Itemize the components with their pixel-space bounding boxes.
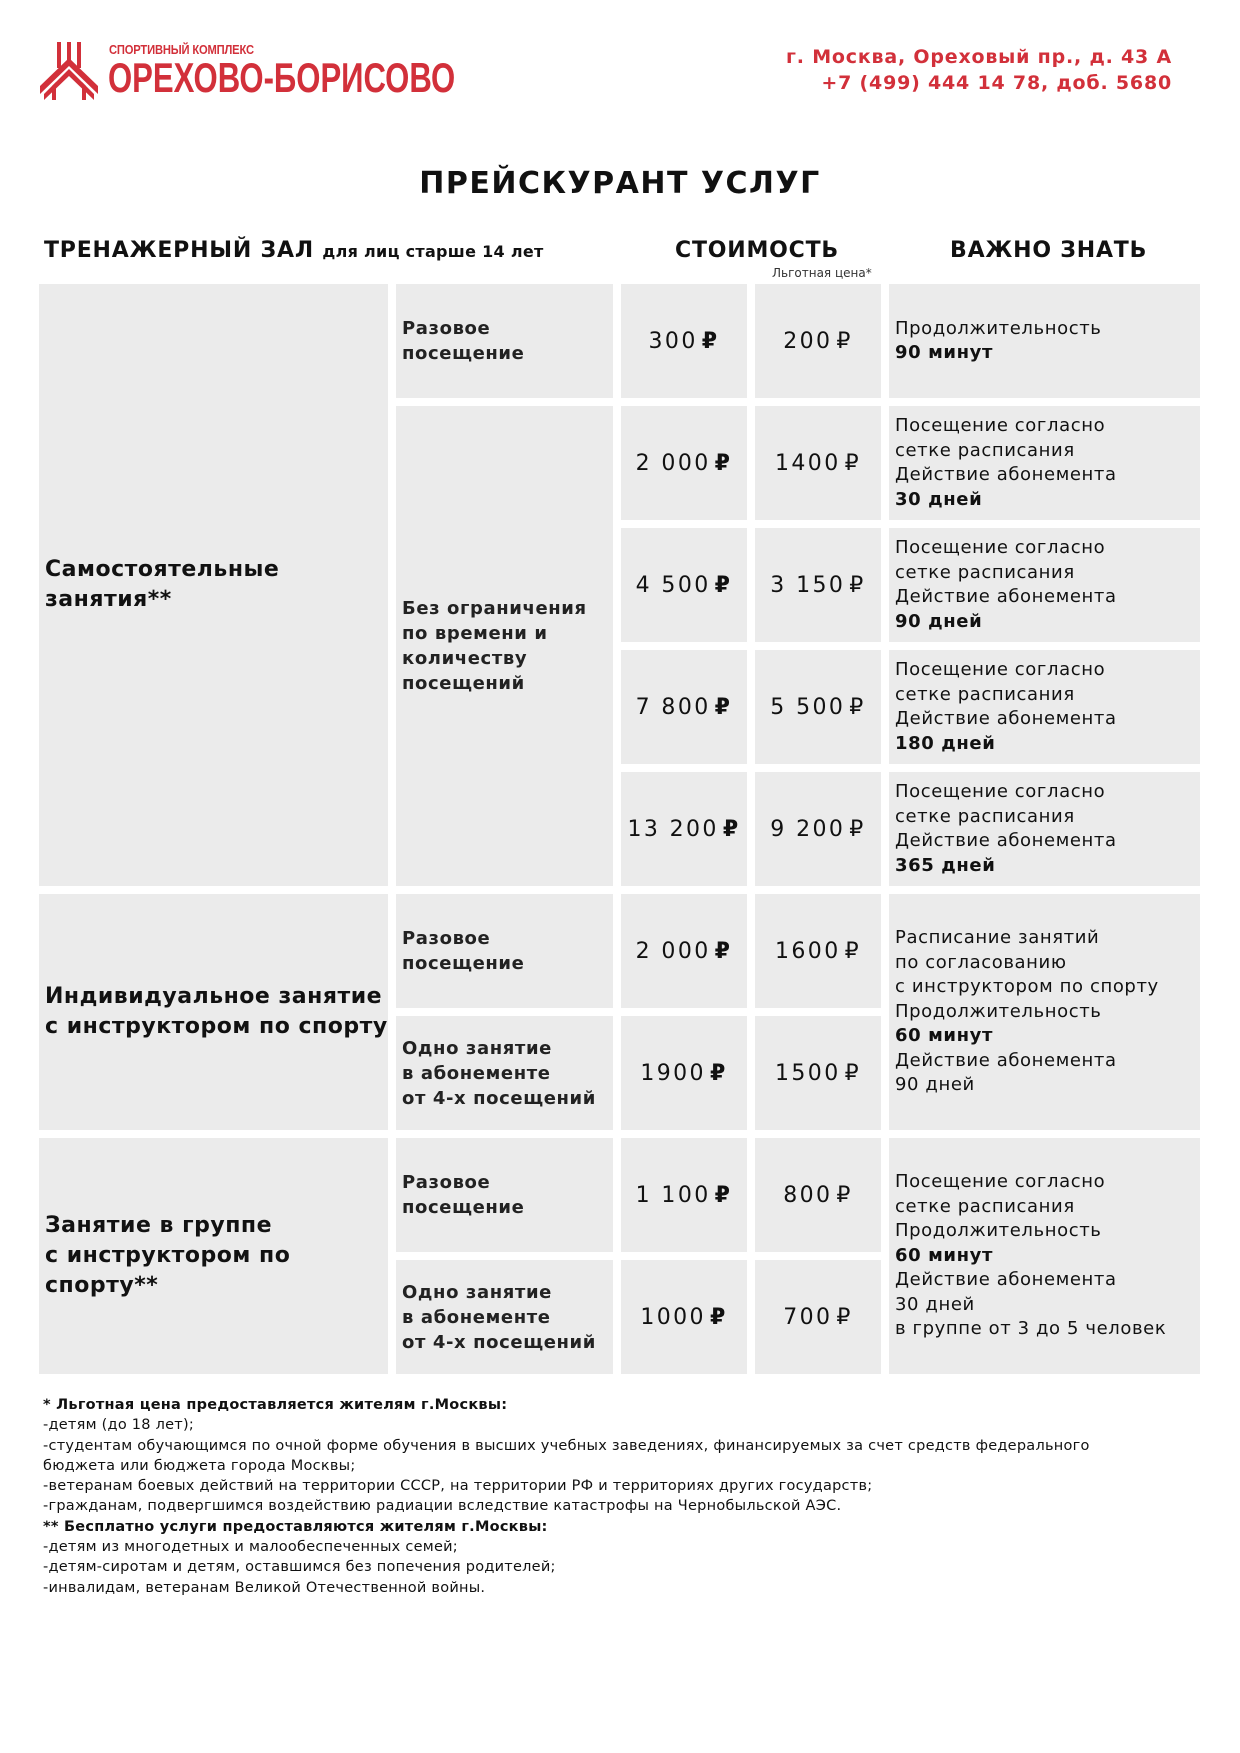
important-info-line: Действие абонемента (895, 1049, 1117, 1071)
ruble-sign: ₽ (709, 1304, 728, 1330)
important-info-line: по согласованию (895, 951, 1067, 973)
important-info (895, 658, 1117, 756)
important-info (895, 926, 1159, 1098)
footnote-line: -детям (до 18 лет); (43, 1417, 195, 1434)
address: г. Москва, Ореховый пр., д. 43 А (786, 46, 1172, 68)
ruble-sign: ₽ (714, 1182, 733, 1208)
important-info-line: сетке расписания (895, 561, 1075, 583)
visit-type-line: Одно занятие (402, 1281, 552, 1303)
visit-type-line: Разовое посещение (402, 318, 525, 364)
discount-price-value: 9 200 (770, 816, 846, 842)
ruble-sign: ₽ (722, 816, 741, 842)
important-info-line: сетке расписания (895, 683, 1075, 705)
visit-type-line: от 4-х посещений (402, 1331, 596, 1353)
price-cell (621, 528, 747, 642)
service-category-line: с инструктором по спорту (45, 1014, 388, 1039)
important-info-cell (889, 772, 1200, 886)
price-value: 300 (648, 328, 698, 354)
discount-price-value: 3 150 (770, 572, 846, 598)
price-cell (621, 1138, 747, 1252)
important-info-line: Действие абонемента (895, 586, 1117, 607)
contact-block (786, 44, 1172, 96)
price-cell (621, 1016, 747, 1130)
visit-type-cell (396, 1016, 613, 1130)
visit-type-line: Одно занятие (402, 1037, 552, 1059)
ruble-sign: ₽ (714, 572, 733, 598)
ruble-sign: ₽ (709, 1060, 728, 1086)
important-info-cell (889, 528, 1200, 642)
ruble-sign: ₽ (714, 938, 733, 964)
footnote-line: -студентам обучающимся по очной форме обучения в высших учебных заведениях, финансируемых за счет средств федерального (43, 1437, 1090, 1454)
discount-price-cell (755, 894, 881, 1008)
discount-price-cell (755, 406, 881, 520)
visit-type (402, 596, 587, 696)
ruble-sign: ₽ (836, 1182, 853, 1208)
ruble-sign: ₽ (849, 816, 866, 842)
discount-price-value: 200 (783, 328, 833, 354)
important-info-cell (889, 894, 1200, 1130)
page-header (0, 0, 1240, 130)
ruble-sign: ₽ (844, 450, 861, 476)
discount-price-cell (755, 772, 881, 886)
service-category-line: спорту** (45, 1273, 159, 1298)
price-cell (621, 1260, 747, 1374)
column-header-service (44, 238, 544, 263)
important-info-cell (889, 284, 1200, 398)
service-category (45, 1211, 290, 1301)
visit-type-line: от 4-х посещений (402, 1087, 596, 1109)
price-value: 2 000 (635, 450, 711, 476)
discount-price-value: 700 (783, 1304, 833, 1330)
important-info-line: Действие абонемента (895, 708, 1117, 729)
important-info-line: Действие абонемента (895, 1269, 1117, 1291)
important-info-line: сетке расписания (895, 439, 1075, 461)
important-info (895, 536, 1117, 634)
column-header-service-sub: для лиц старше 14 лет (322, 242, 544, 261)
ruble-sign: ₽ (701, 328, 720, 354)
important-info-cell (889, 406, 1200, 520)
important-info-line: Посещение согласно (895, 415, 1106, 436)
footnote-line: ** Бесплатно услуги предоставляются жителям г.Москвы: (43, 1518, 548, 1535)
visit-type (402, 316, 613, 366)
important-info-line: в группе от 3 до 5 человек (895, 1318, 1167, 1340)
important-info-line: Посещение согласно (895, 1171, 1106, 1193)
important-info-line: Посещение согласно (895, 659, 1106, 680)
discount-price-cell (755, 1260, 881, 1374)
price-value: 13 200 (627, 816, 719, 842)
column-header-price: СТОИМОСТЬ (675, 238, 839, 263)
document-title: ПРЕЙСКУРАНТ УСЛУГ (419, 166, 821, 201)
important-info-line: 30 дней (895, 488, 983, 510)
discount-price-value: 1400 (775, 450, 841, 476)
visit-type-cell (396, 406, 613, 886)
important-info-line: Расписание занятий (895, 927, 1100, 949)
logo-subtitle: СПОРТИВНЫЙ КОМПЛЕКС (109, 42, 254, 57)
discount-price-value: 5 500 (770, 694, 846, 720)
ruble-sign: ₽ (836, 1304, 853, 1330)
footnote-line: * Льготная цена предоставляется жителям г.Москвы: (43, 1397, 508, 1413)
important-info-line: 60 минут (895, 1244, 994, 1266)
price-value: 2 000 (635, 938, 711, 964)
important-info-line: сетке расписания (895, 1195, 1075, 1217)
price-value: 1000 (640, 1304, 706, 1330)
footnote-line: -инвалидам, ветеранам Великой Отечественной войны. (43, 1579, 486, 1596)
footnote-line: -детям-сиротам и детям, оставшимся без попечения родителей; (43, 1559, 556, 1576)
ruble-sign: ₽ (836, 328, 853, 354)
column-header-service-main: ТРЕНАЖЕРНЫЙ ЗАЛ (44, 238, 314, 263)
visit-type-line: в абонементе (402, 1306, 551, 1328)
ruble-sign: ₽ (714, 694, 733, 720)
footnote-line: -ветеранам боевых действий на территории СССР, на территории РФ и территориях других государств; (43, 1478, 873, 1495)
discount-price-cell (755, 284, 881, 398)
important-info-cell (889, 1138, 1200, 1374)
discount-price-cell (755, 528, 881, 642)
important-info-line: 90 дней (895, 1074, 975, 1096)
column-header-discount: Льготная цена* (772, 266, 872, 280)
discount-price-cell (755, 650, 881, 764)
visit-type-cell (396, 1138, 613, 1252)
logo (40, 40, 456, 102)
logo-mark-icon (40, 42, 98, 100)
service-category-cell (39, 1138, 388, 1374)
visit-type-cell (396, 1260, 613, 1374)
ruble-sign: ₽ (714, 450, 733, 476)
service-category-line: Занятие в группе (45, 1213, 273, 1238)
important-info-line: Действие абонемента (895, 830, 1117, 851)
service-category (45, 555, 279, 615)
visit-type-line: Без ограничения (402, 598, 587, 619)
price-cell (621, 284, 747, 398)
service-category-cell (39, 894, 388, 1130)
important-info-line: с инструктором по спорту (895, 976, 1159, 998)
important-info-line: 90 дней (895, 610, 983, 632)
discount-price-value: 1500 (775, 1060, 841, 1086)
visit-type-line: Разовое посещение (402, 1172, 525, 1218)
ruble-sign: ₽ (844, 1060, 861, 1086)
important-info-line: Продолжительность (895, 1220, 1102, 1242)
ruble-sign: ₽ (849, 694, 866, 720)
price-cell (621, 772, 747, 886)
discount-price-value: 1600 (775, 938, 841, 964)
price-value: 1 100 (635, 1182, 711, 1208)
price-value: 7 800 (635, 694, 711, 720)
important-info (895, 317, 1102, 366)
important-info (895, 414, 1117, 512)
visit-type-cell (396, 894, 613, 1008)
logo-name: ОРЕХОВО-БОРИСОВО (108, 54, 456, 101)
ruble-sign: ₽ (849, 572, 866, 598)
important-info (895, 1170, 1166, 1342)
visit-type-line: Разовое посещение (402, 928, 525, 974)
important-info-line: 365 дней (895, 854, 996, 876)
price-cell (621, 894, 747, 1008)
visit-type-line: в абонементе (402, 1062, 551, 1084)
important-info-line: 30 дней (895, 1293, 975, 1315)
footnote-line: -детям из многодетных и малообеспеченных семей; (43, 1539, 458, 1556)
service-category-line: Самостоятельные (45, 557, 280, 582)
important-info-line: Действие абонемента (895, 464, 1117, 485)
ruble-sign: ₽ (844, 938, 861, 964)
important-info (895, 780, 1117, 878)
service-category-line: с инструктором по (45, 1243, 291, 1268)
service-category-line: занятия** (45, 587, 172, 612)
important-info-cell (889, 650, 1200, 764)
visit-type-cell (396, 284, 613, 398)
service-category-line: Индивидуальное занятие (45, 984, 383, 1009)
visit-type (402, 1280, 596, 1355)
important-info-line: Продолжительность (895, 317, 1102, 339)
visit-type (402, 1036, 596, 1111)
visit-type (402, 926, 613, 976)
discount-price-cell (755, 1138, 881, 1252)
price-cell (621, 650, 747, 764)
service-category (45, 982, 388, 1042)
price-value: 1900 (640, 1060, 706, 1086)
price-cell (621, 406, 747, 520)
important-info-line: 90 минут (895, 342, 994, 363)
footnote-line: бюджета или бюджета города Москвы; (43, 1457, 356, 1474)
footnotes (43, 1395, 1213, 1598)
important-info-line: 180 дней (895, 732, 996, 754)
footnote-line: -гражданам, подвергшимся воздействию радиации вследствие катастрофы на Чернобыльской АЭС. (43, 1498, 842, 1515)
visit-type-line: посещений (402, 673, 525, 694)
visit-type (402, 1170, 613, 1220)
important-info-line: Продолжительность (895, 1000, 1102, 1022)
column-header-info: ВАЖНО ЗНАТЬ (950, 238, 1148, 263)
price-value: 4 500 (635, 572, 711, 598)
important-info-line: 60 минут (895, 1025, 994, 1047)
visit-type-line: по времени и (402, 623, 548, 644)
discount-price-cell (755, 1016, 881, 1130)
service-category-cell (39, 284, 388, 886)
important-info-line: Посещение согласно (895, 781, 1106, 802)
discount-price-value: 800 (783, 1182, 833, 1208)
visit-type-line: количеству (402, 648, 528, 669)
important-info-line: сетке расписания (895, 805, 1075, 827)
important-info-line: Посещение согласно (895, 537, 1106, 558)
phone: +7 (499) 444 14 78, доб. 5680 (821, 72, 1172, 94)
